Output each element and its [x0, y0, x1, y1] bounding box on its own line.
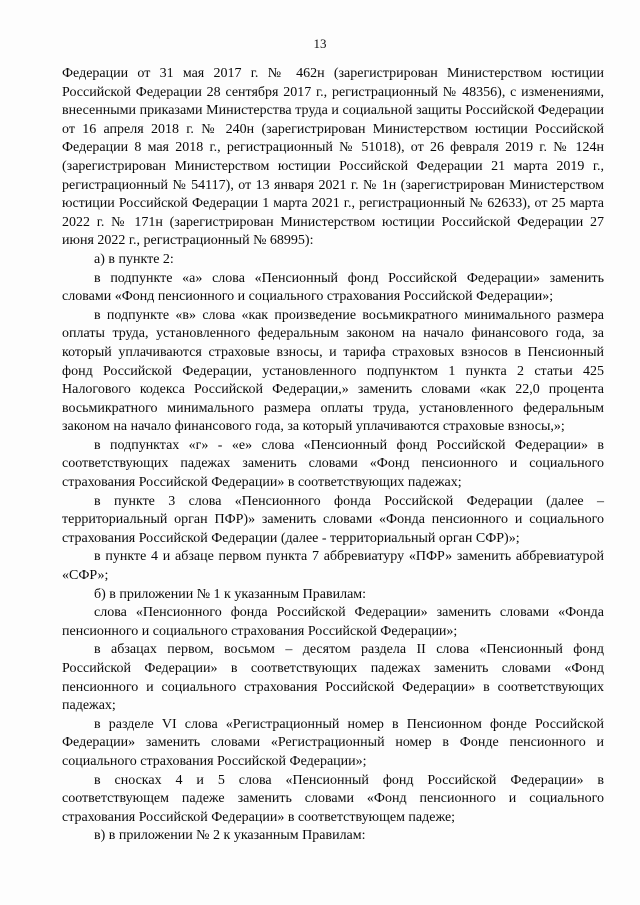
paragraph-subitem-v: в подпункте «в» слова «как произведение восьмикратного минимального размера оплаты труда, установленного федеральным законом на начало финансового года, за который уплачиваются страховые взносы, и тарифа страховых взносов в Пенсионный фонд Российской Федерации, установленного подпунктом 1 пункта 2 статьи 425 Налогового кодекса Российской Федерации,» заменить словами «как 22,0 процента восьмикратного минимального размера оплаты труда, установленного федеральным законом на начало финансового года, за который уплачиваются страховые взносы,»;	[62, 307, 604, 435]
paragraph-footnotes: в сносках 4 и 5 слова «Пенсионный фонд Российской Федерации» в соответствующем падеже заменить словами «Фонд пенсионного и социального страхования Российской Федерации» в соответствующем падеже;	[62, 772, 604, 825]
paragraph-item-a: а) в пункте 2:	[94, 251, 174, 267]
paragraph-item-v: в) в приложении № 2 к указанным Правилам:	[94, 828, 366, 844]
paragraph-subitem-a: в подпункте «а» слова «Пенсионный фонд Российской Федерации» заменить словами «Фонд пенсионного и социального страхования Российской Федерации»;	[62, 270, 604, 305]
paragraph-point-4-7: в пункте 4 и абзаце первом пункта 7 аббревиатуру «ПФР» заменить аббревиатурой «СФР»;	[62, 549, 604, 584]
page-number: 13	[313, 36, 327, 51]
paragraph-section-ii: в абзацах первом, восьмом – десятом раздела II слова «Пенсионный фонд Российской Федерации» в соответствующих падежах заменить словами «Фонд пенсионного и социального страхования Российской Федерации» в соответствующих падежах;	[62, 642, 604, 714]
paragraph-words-fund: слова «Пенсионного фонда Российской Федерации» заменить словами «Фонда пенсионного и социального страхования Российской Федерации»;	[62, 605, 604, 639]
document-body	[62, 65, 604, 846]
paragraph-item-b: б) в приложении № 1 к указанным Правилам:	[94, 586, 367, 602]
paragraph-subitems-g-e: в подпунктах «г» - «е» слова «Пенсионный фонд Российской Федерации» в соответствующих падежах заменить словами «Фонд пенсионного и социального страхования Российской Федерации» в соответствующих падежах;	[62, 437, 604, 491]
paragraph-continuation: Федерации от 31 мая 2017 г. № 462н (зарегистрирован Министерством юстиции Российской Федерации 28 сентября 2017 г., регистрационный № 48356), с изменениями, внесенными приказами Министерства труда и социальной защиты Российской Федерации от 16 апреля 2018 г. № 240н (зарегистрирован Министерством юстиции Российской Федерации 8 мая 2018 г., регистрационный № 51018), от 26 февраля 2019 г. № 124н (зарегистрирован Министерством юстиции Российской Федерации 21 марта 2019 г., регистрационный № 54117), от 13 января 2021 г. № 1н (зарегистрирован Министерством юстиции Российской Федерации 1 марта 2021 г., регистрационный № 62633), от 25 марта 2022 г. № 171н (зарегистрирован Министерством юстиции Российской Федерации 27 июня 2022 г., регистрационный № 68995):	[62, 66, 604, 249]
paragraph-point-3: в пункте 3 слова «Пенсионного фонда Российской Федерации (далее – территориальный орган ПФР)» заменить словами «Фонда пенсионного и социального страхования Российской Федерации (далее - территориальный орган СФР)»;	[62, 493, 604, 546]
paragraph-section-vi: в разделе VI слова «Регистрационный номер в Пенсионном фонде Российской Федерации» заменить словами «Регистрационный номер в Фонде пенсионного и социального страхования Российской Федерации»;	[62, 716, 604, 769]
